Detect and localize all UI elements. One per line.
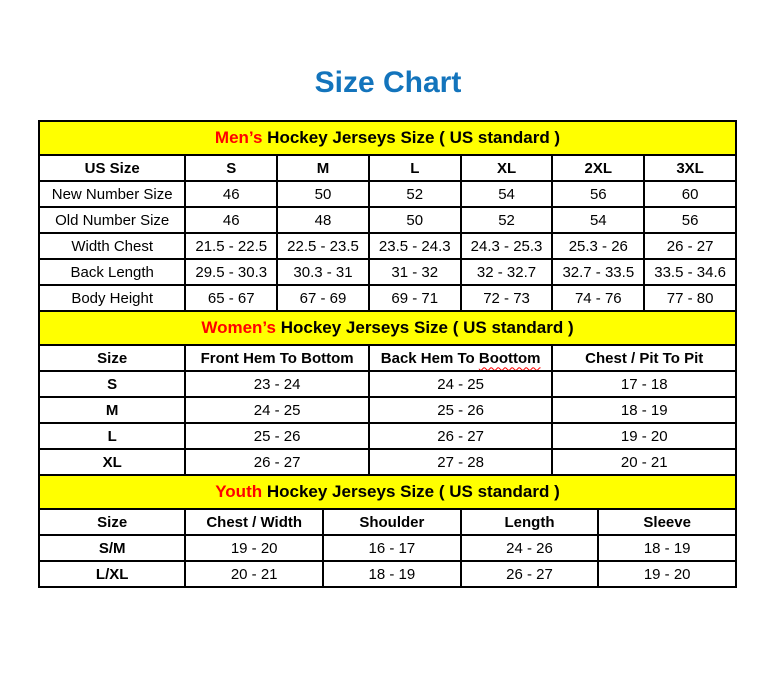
column-header: 2XL [552, 155, 644, 181]
table-row [39, 423, 736, 449]
section-banner [39, 475, 736, 509]
column-header: XL [461, 155, 553, 181]
value-cell: 54 [552, 207, 644, 233]
value-cell: 56 [644, 207, 736, 233]
row-label: Old Number Size [39, 207, 185, 233]
value-cell: 27 - 28 [369, 449, 553, 475]
table-row [39, 181, 736, 207]
value-cell: 18 - 19 [598, 535, 736, 561]
value-cell: 50 [369, 207, 461, 233]
value-cell: 60 [644, 181, 736, 207]
value-cell: 20 - 21 [185, 561, 323, 587]
value-cell: 31 - 32 [369, 259, 461, 285]
value-cell: 23 - 24 [185, 371, 369, 397]
column-header-row [39, 345, 736, 371]
row-label: S [39, 371, 185, 397]
value-cell: 72 - 73 [461, 285, 553, 311]
value-cell: 46 [185, 207, 277, 233]
column-header-row [39, 155, 736, 181]
value-cell: 32.7 - 33.5 [552, 259, 644, 285]
value-cell: 50 [277, 181, 369, 207]
column-header: M [277, 155, 369, 181]
value-cell: 25 - 26 [185, 423, 369, 449]
value-cell: 65 - 67 [185, 285, 277, 311]
value-cell: 23.5 - 24.3 [369, 233, 461, 259]
value-cell: 25.3 - 26 [552, 233, 644, 259]
value-cell: 26 - 27 [644, 233, 736, 259]
value-cell: 29.5 - 30.3 [185, 259, 277, 285]
value-cell: 46 [185, 181, 277, 207]
section-banner-highlight: Youth [215, 482, 263, 501]
value-cell: 24.3 - 25.3 [461, 233, 553, 259]
value-cell: 24 - 25 [369, 371, 553, 397]
table-row [39, 259, 736, 285]
column-header: L [369, 155, 461, 181]
misspelled-word: Boottom [478, 349, 541, 367]
section-banner [39, 121, 736, 155]
table-row [39, 449, 736, 475]
value-cell: 19 - 20 [552, 423, 736, 449]
row-label: S/M [39, 535, 185, 561]
value-cell: 52 [369, 181, 461, 207]
mens-size-table [38, 120, 737, 312]
row-label: L/XL [39, 561, 185, 587]
column-header: Size [39, 345, 185, 371]
value-cell: 16 - 17 [323, 535, 461, 561]
row-label: Back Length [39, 259, 185, 285]
value-cell: 26 - 27 [185, 449, 369, 475]
value-cell: 19 - 20 [598, 561, 736, 587]
value-cell: 21.5 - 22.5 [185, 233, 277, 259]
section-banner-text: Hockey Jerseys Size ( US standard ) [275, 318, 574, 337]
column-header: Shoulder [323, 509, 461, 535]
value-cell: 24 - 25 [185, 397, 369, 423]
value-cell: 17 - 18 [552, 371, 736, 397]
value-cell: 32 - 32.7 [461, 259, 553, 285]
value-cell: 20 - 21 [552, 449, 736, 475]
value-cell: 52 [461, 207, 553, 233]
section-banner-text: Hockey Jerseys Size ( US standard ) [262, 128, 561, 147]
column-header: Size [39, 509, 185, 535]
column-header: Length [461, 509, 599, 535]
value-cell: 19 - 20 [185, 535, 323, 561]
row-label: Body Height [39, 285, 185, 311]
row-label: XL [39, 449, 185, 475]
section-banner-row [39, 311, 736, 345]
value-cell: 67 - 69 [277, 285, 369, 311]
row-label: M [39, 397, 185, 423]
row-label: L [39, 423, 185, 449]
size-tables-container [38, 120, 737, 588]
table-row [39, 535, 736, 561]
value-cell: 24 - 26 [461, 535, 599, 561]
section-banner-row [39, 475, 736, 509]
column-header: Chest / Pit To Pit [552, 345, 736, 371]
table-row [39, 233, 736, 259]
value-cell: 18 - 19 [552, 397, 736, 423]
table-row [39, 397, 736, 423]
section-banner-highlight: Men’s [214, 128, 263, 147]
value-cell: 26 - 27 [461, 561, 599, 587]
column-header: Sleeve [598, 509, 736, 535]
section-banner-row [39, 121, 736, 155]
section-banner-highlight: Women’s [201, 318, 276, 337]
value-cell: 54 [461, 181, 553, 207]
value-cell: 33.5 - 34.6 [644, 259, 736, 285]
page-title: Size Chart [314, 66, 462, 99]
column-header: US Size [39, 155, 185, 181]
column-header: Back Hem To Boottom [369, 345, 553, 371]
row-label: Width Chest [39, 233, 185, 259]
table-row [39, 561, 736, 587]
row-label: New Number Size [39, 181, 185, 207]
table-row [39, 371, 736, 397]
table-row [39, 207, 736, 233]
value-cell: 74 - 76 [552, 285, 644, 311]
column-header: S [185, 155, 277, 181]
value-cell: 77 - 80 [644, 285, 736, 311]
value-cell: 22.5 - 23.5 [277, 233, 369, 259]
table-row [39, 285, 736, 311]
column-header: 3XL [644, 155, 736, 181]
value-cell: 18 - 19 [323, 561, 461, 587]
value-cell: 25 - 26 [369, 397, 553, 423]
section-banner [39, 311, 736, 345]
value-cell: 30.3 - 31 [277, 259, 369, 285]
column-header-row [39, 509, 736, 535]
womens-size-table [38, 310, 737, 476]
value-cell: 48 [277, 207, 369, 233]
value-cell: 56 [552, 181, 644, 207]
column-header: Chest / Width [185, 509, 323, 535]
youth-size-table [38, 474, 737, 588]
section-banner-text: Hockey Jerseys Size ( US standard ) [262, 482, 560, 501]
value-cell: 69 - 71 [369, 285, 461, 311]
column-header: Front Hem To Bottom [185, 345, 369, 371]
value-cell: 26 - 27 [369, 423, 553, 449]
